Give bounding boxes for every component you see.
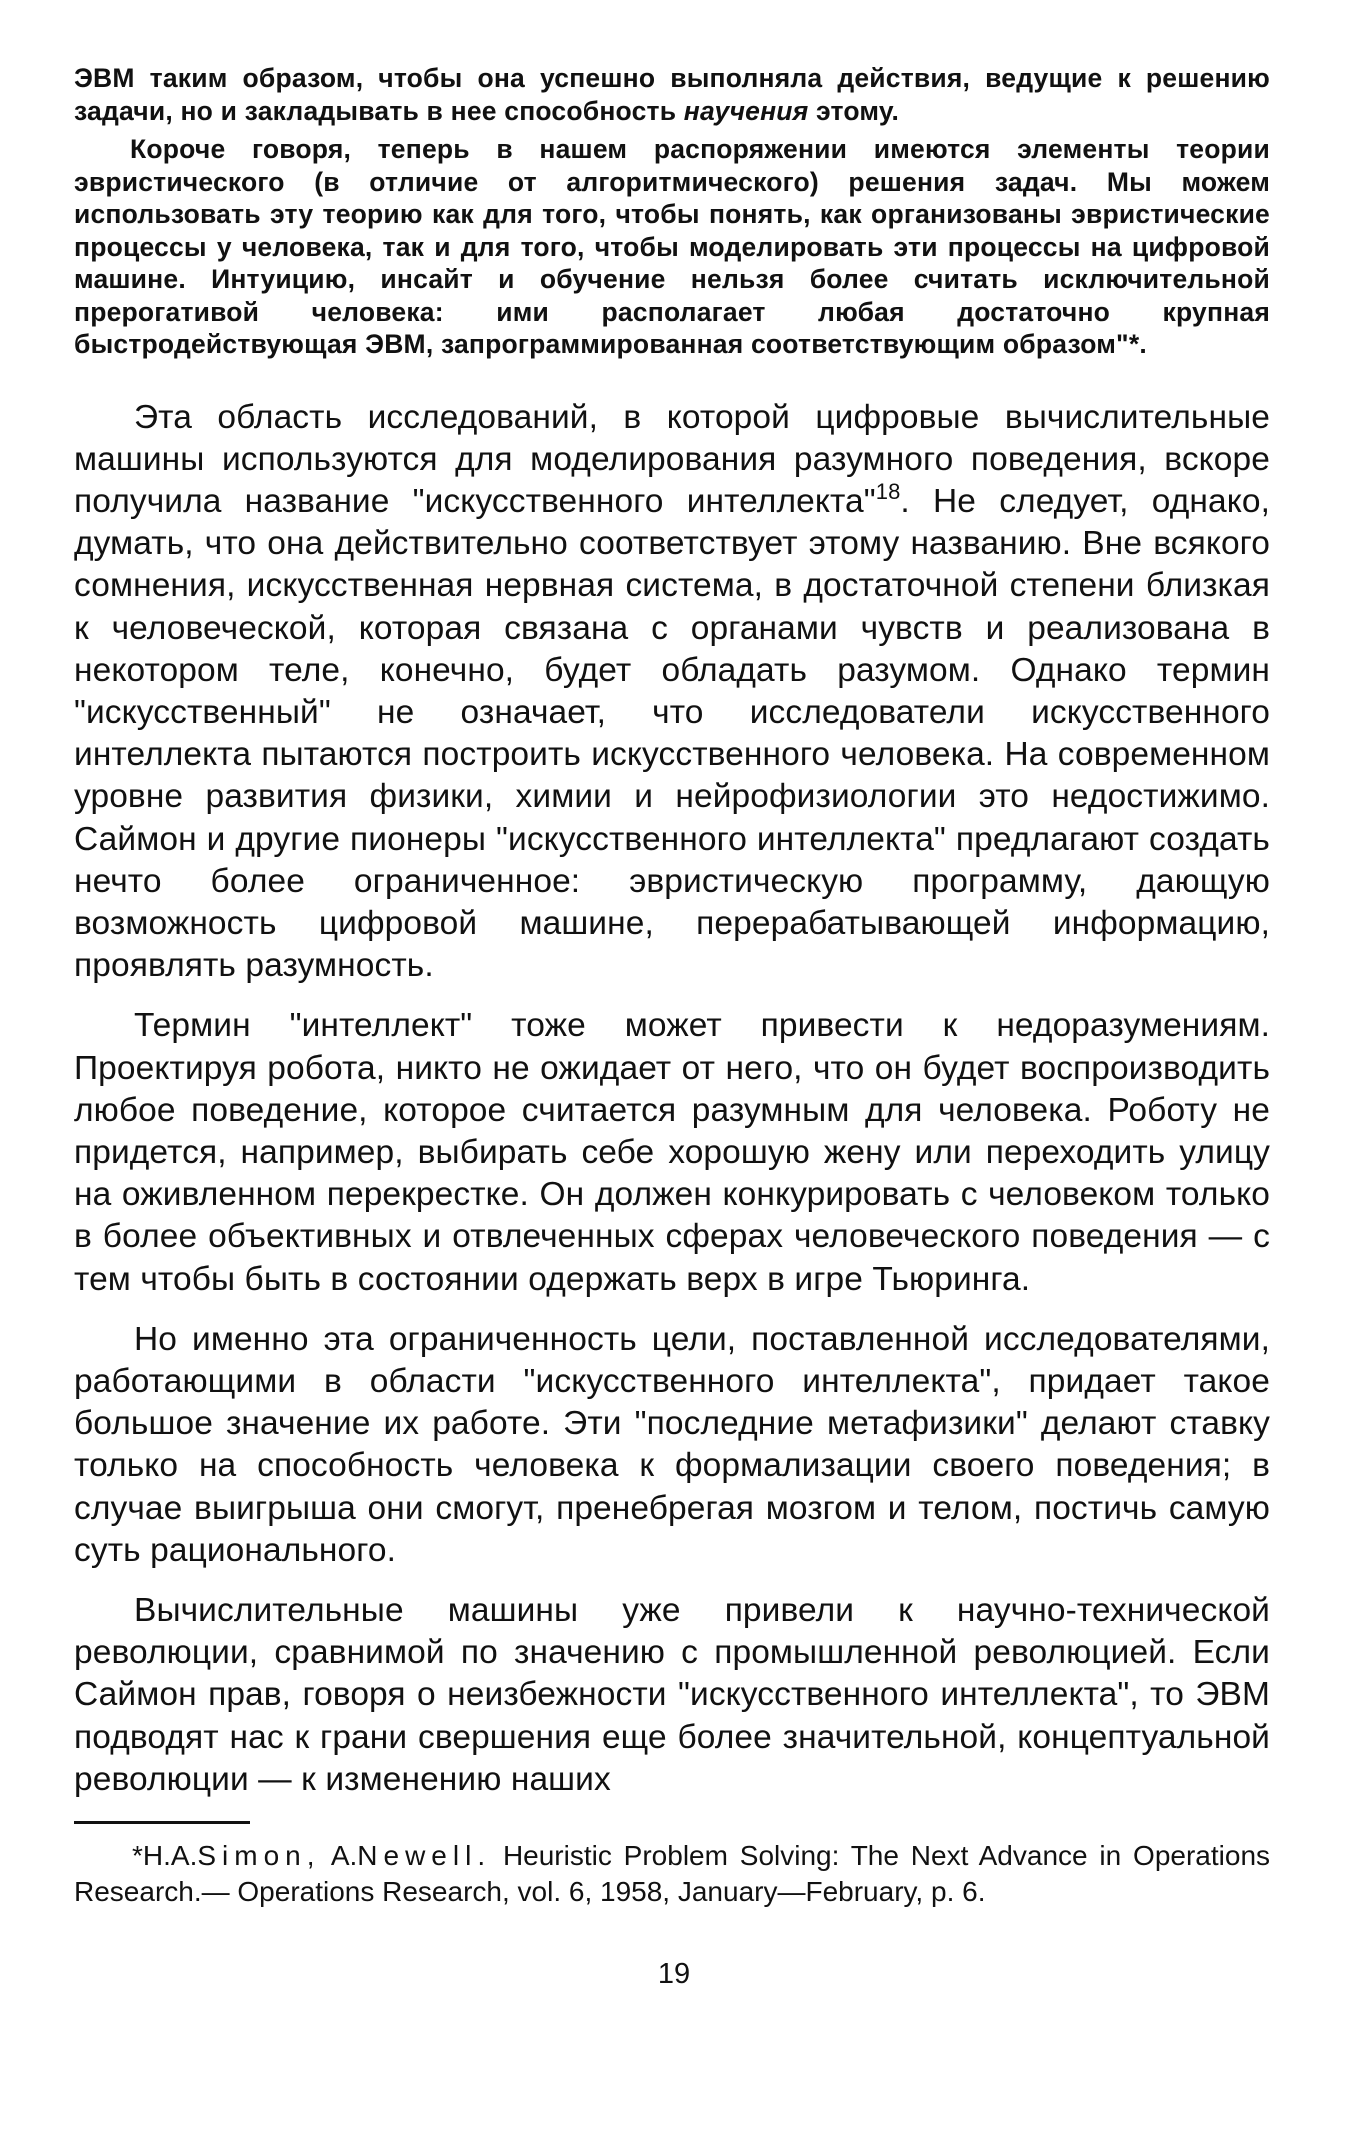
page-content bbox=[74, 62, 1270, 1910]
page-number: 19 bbox=[657, 1958, 691, 1990]
paragraph-1 bbox=[74, 397, 1270, 988]
quote-paragraph-1-text: ЭВМ таким образом, чтобы она успешно выполняла действия, ведущие к решению задачи, но и закладывать в нее способность bbox=[74, 63, 1270, 126]
author-2-surname: Newell. bbox=[357, 1840, 492, 1871]
footnote-citation: Heuristic Problem Solving: The Next Advance in Operations Research.— Operations Research, vol. 6, 1958, January—February, p. 6. bbox=[74, 1840, 1271, 1907]
paragraph-1-continuation: . Не следует, однако, думать, что она действительно соответствует этому названию. Вне всякого сомнения, искусственная нервная система, в достаточной степени близкая к человеческой, которая связана с органами чувств и реализована в некотором теле, конечно, будет обладать разумом. Однако термин "искусственный" не означает, что исследователи искусственного интеллекта пытаются построить искусственного человека. На современном уровне развития физики, химии и нейрофизиологии это недостижимо. Саймон и другие пионеры "искусственного интеллекта" предлагают создать нечто более ограниченное: эвристическую программу, дающую возможность цифровой машине, перерабатывающей информацию, проявлять разумность. bbox=[74, 482, 1270, 985]
paragraph-3: Но именно эта ограниченность цели, поставленной исследователями, работающими в области "искусственного интеллекта", придает такое большое значение их работе. Эти "последние метафизики" делают ставку только на способность человека к формализации своего поведения; в случае выигрыша они смогут, пренебрегая мозгом и телом, постичь самую суть рационального. bbox=[74, 1320, 1270, 1569]
quote-paragraph-1-end: этому. bbox=[808, 95, 900, 126]
quote-paragraph-1 bbox=[74, 62, 1270, 127]
footnote-mark: * bbox=[132, 1840, 143, 1871]
paragraph-1-text: Эта область исследований, в которой цифровые вычислительные машины используются для моделирования разумного поведения, вскоре получила название "искусственного интеллекта" bbox=[74, 398, 1270, 520]
author-1-initials: H.A. bbox=[142, 1840, 198, 1871]
paragraph-4: Вычислительные машины уже привели к научно-технической революции, сравнимой по значению с промышленной революцией. Если Саймон прав, говоря о неизбежности "искусственного интеллекта", то ЭВМ подводят нас к грани свершения еще более значительной, концептуальной революции — к изменению наших bbox=[74, 1591, 1270, 1798]
quote-paragraph-2: Короче говоря, теперь в нашем распоряжении имеются элементы теории эвристического (в отличие от алгоритмического) решения задач. Мы можем использовать эту теорию как для того, чтобы понять, как организованы эвристические процессы у человека, так и для того, чтобы моделировать эти процессы на цифровой машине. Интуицию, инсайт и обучение нельзя более считать исключительной прерогативой человека: ими располагает любая достаточно крупная быстродействующая ЭВМ, запрограммированная соответствующим образом"*. bbox=[74, 134, 1270, 359]
author-2-initials: A. bbox=[330, 1840, 358, 1871]
author-1-surname: Simon, bbox=[197, 1840, 321, 1871]
footnote-divider bbox=[74, 1821, 250, 1824]
paragraph-2: Термин "интеллект" тоже может привести к недоразумениям. Проектируя робота, никто не ожидает от него, что он будет воспроизводить любое поведение, которое считается разумным для человека. Роботу не придется, например, выбирать себе хорошую жену или переходить улицу на оживленном перекрестке. Он должен конкурировать с человеком только в более объективных и отвлеченных сферах человеческого поведения — с тем чтобы быть в состоянии одержать верх в игре Тьюринга. bbox=[74, 1007, 1270, 1298]
block-quote bbox=[74, 62, 1270, 361]
main-text bbox=[74, 397, 1270, 1802]
footnote bbox=[74, 1838, 1270, 1910]
reference-number[interactable]: 18 bbox=[875, 478, 901, 504]
emphasis-term: научения bbox=[683, 95, 809, 126]
